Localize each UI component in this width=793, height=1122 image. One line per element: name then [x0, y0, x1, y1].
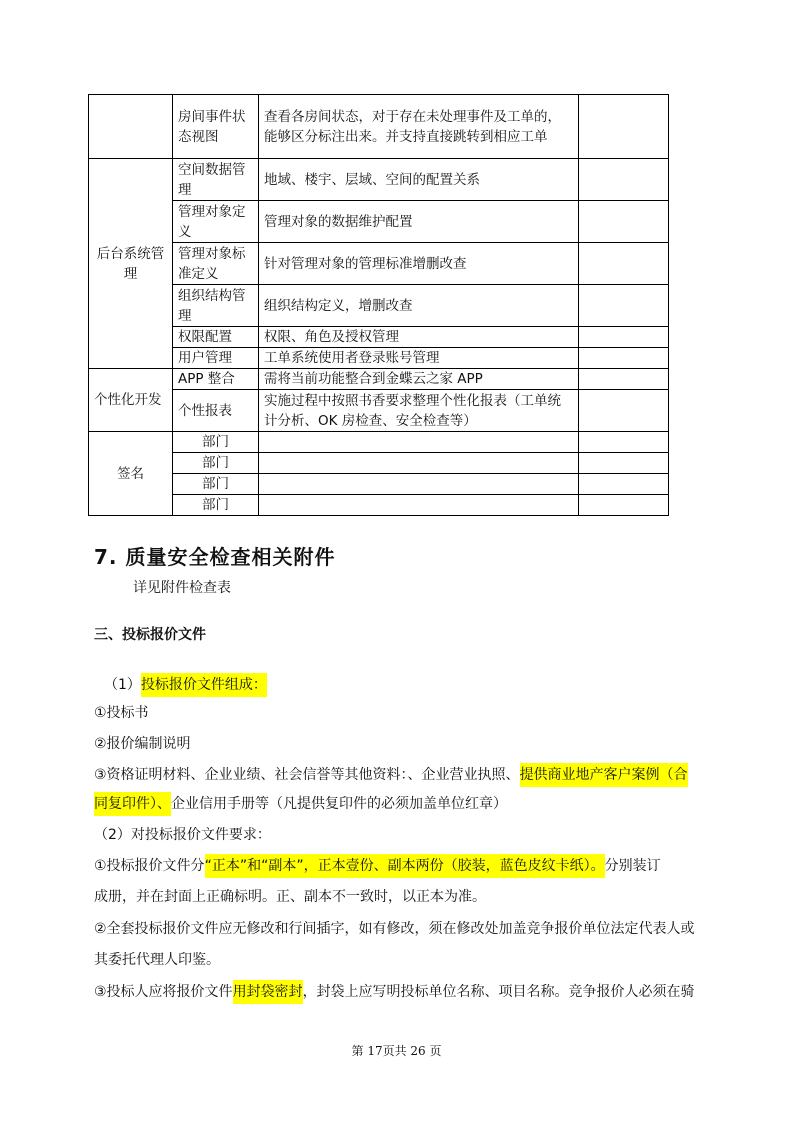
dept-label: 部门: [173, 453, 259, 474]
table-row: [89, 369, 669, 390]
function-name: 组织结构管理: [173, 285, 259, 327]
text: 企业信用手册等（凡提供复印件的必须加盖单位红章）: [171, 796, 507, 812]
list-item-continuation: [94, 794, 507, 814]
text: ③投标人应将报价文件: [94, 984, 233, 1000]
requirement-item-continuation: 成册，并在封面上正确标明。正、副本不一致时，以正本为准。: [94, 889, 486, 905]
table-row: [89, 453, 669, 474]
function-name: 空间数据管理: [173, 159, 259, 201]
dept-label: 部门: [173, 432, 259, 453]
remark-cell: [579, 285, 669, 327]
table-row: [89, 495, 669, 516]
requirements-table: [88, 94, 669, 516]
table-row: [89, 432, 669, 453]
text: ，封袋上应写明投标单位名称、项目名称。竞争报价人必须在骑: [302, 984, 695, 1000]
requirement-item: [94, 982, 695, 1002]
highlighted-text: 提供商业地产客户案例（合: [520, 763, 688, 787]
remark-cell: [579, 243, 669, 285]
list-item: ①投标书: [94, 705, 149, 721]
function-name: 管理对象定义: [173, 201, 259, 243]
section-7-text: 详见附件检查表: [133, 580, 231, 596]
highlighted-text: 同复印件）、: [94, 792, 171, 816]
requirement-item-continuation: 其委托代理人印鉴。: [94, 952, 220, 968]
function-desc: 权限、角色及授权管理: [259, 327, 579, 348]
highlighted-text: 用封袋密封: [233, 980, 303, 1004]
text: （1）: [104, 677, 141, 693]
dept-label: 部门: [173, 495, 259, 516]
requirement-item: [94, 856, 661, 876]
paragraph: [104, 675, 267, 695]
function-name: 个性报表: [173, 390, 259, 432]
list-item: [94, 765, 688, 785]
sign-cell: [259, 432, 579, 453]
function-desc: 管理对象的数据维护配置: [259, 201, 579, 243]
remark-cell: [579, 495, 669, 516]
remark-cell: [579, 474, 669, 495]
function-name: 用户管理: [173, 348, 259, 369]
table-row: [89, 348, 669, 369]
table-row: [89, 327, 669, 348]
section-3-heading: 三、投标报价文件: [94, 627, 206, 643]
remark-cell: [579, 369, 669, 390]
table-row: [89, 95, 669, 159]
remark-cell: [579, 348, 669, 369]
table-row: [89, 474, 669, 495]
table-row: [89, 243, 669, 285]
section-7-heading: 7. 质量安全检查相关附件: [94, 545, 336, 569]
paragraph: （2）对投标报价文件要求：: [94, 827, 271, 843]
remark-cell: [579, 327, 669, 348]
group-backend: 后台系统管理: [89, 159, 173, 369]
function-name: 权限配置: [173, 327, 259, 348]
function-desc: 针对管理对象的管理标准增删改查: [259, 243, 579, 285]
sign-cell: [259, 495, 579, 516]
highlighted-text: 投标报价文件组成：: [141, 673, 267, 697]
function-desc: 地域、楼宇、层域、空间的配置关系: [259, 159, 579, 201]
text: 分别装订: [604, 858, 661, 874]
table-row: [89, 285, 669, 327]
text: ①投标报价文件分: [94, 858, 205, 874]
list-item: ②报价编制说明: [94, 736, 191, 752]
table-row: [89, 159, 669, 201]
function-desc: 工单系统使用者登录账号管理: [259, 348, 579, 369]
function-name: 房间事件状态视图: [173, 95, 259, 159]
group-cell: [89, 95, 173, 159]
table-row: [89, 390, 669, 432]
remark-cell: [579, 201, 669, 243]
remark-cell: [579, 453, 669, 474]
sign-cell: [259, 453, 579, 474]
remark-cell: [579, 432, 669, 453]
group-sign: 签名: [89, 432, 173, 516]
text: ③资格证明材料、企业业绩、社会信誉等其他资料：、企业营业执照、: [94, 767, 520, 783]
function-desc: 需将当前功能整合到金蝶云之家 APP: [259, 369, 579, 390]
remark-cell: [579, 159, 669, 201]
function-desc: 实施过程中按照书香要求整理个性化报表（工单统计分析、OK 房检查、安全检查等）: [259, 390, 579, 432]
function-desc: 组织结构定义，增删改查: [259, 285, 579, 327]
requirement-item: ②全套投标报价文件应无修改和行间插字，如有修改，须在修改处加盖竞争报价单位法定代表人或: [94, 921, 695, 937]
function-name: APP 整合: [173, 369, 259, 390]
function-desc: 查看各房间状态，对于存在未处理事件及工单的，能够区分标注出来。并支持直接跳转到相应工单: [259, 95, 579, 159]
remark-cell: [579, 390, 669, 432]
function-name: 管理对象标准定义: [173, 243, 259, 285]
table-row: [89, 201, 669, 243]
sign-cell: [259, 474, 579, 495]
dept-label: 部门: [173, 474, 259, 495]
page-footer: 第 17页共 26 页: [351, 1044, 442, 1058]
remark-cell: [579, 95, 669, 159]
highlighted-text: “正本”和“副本”，正本壹份、副本两份（胶装，蓝色皮纹卡纸）。: [205, 854, 605, 878]
group-custom: 个性化开发: [89, 369, 173, 432]
